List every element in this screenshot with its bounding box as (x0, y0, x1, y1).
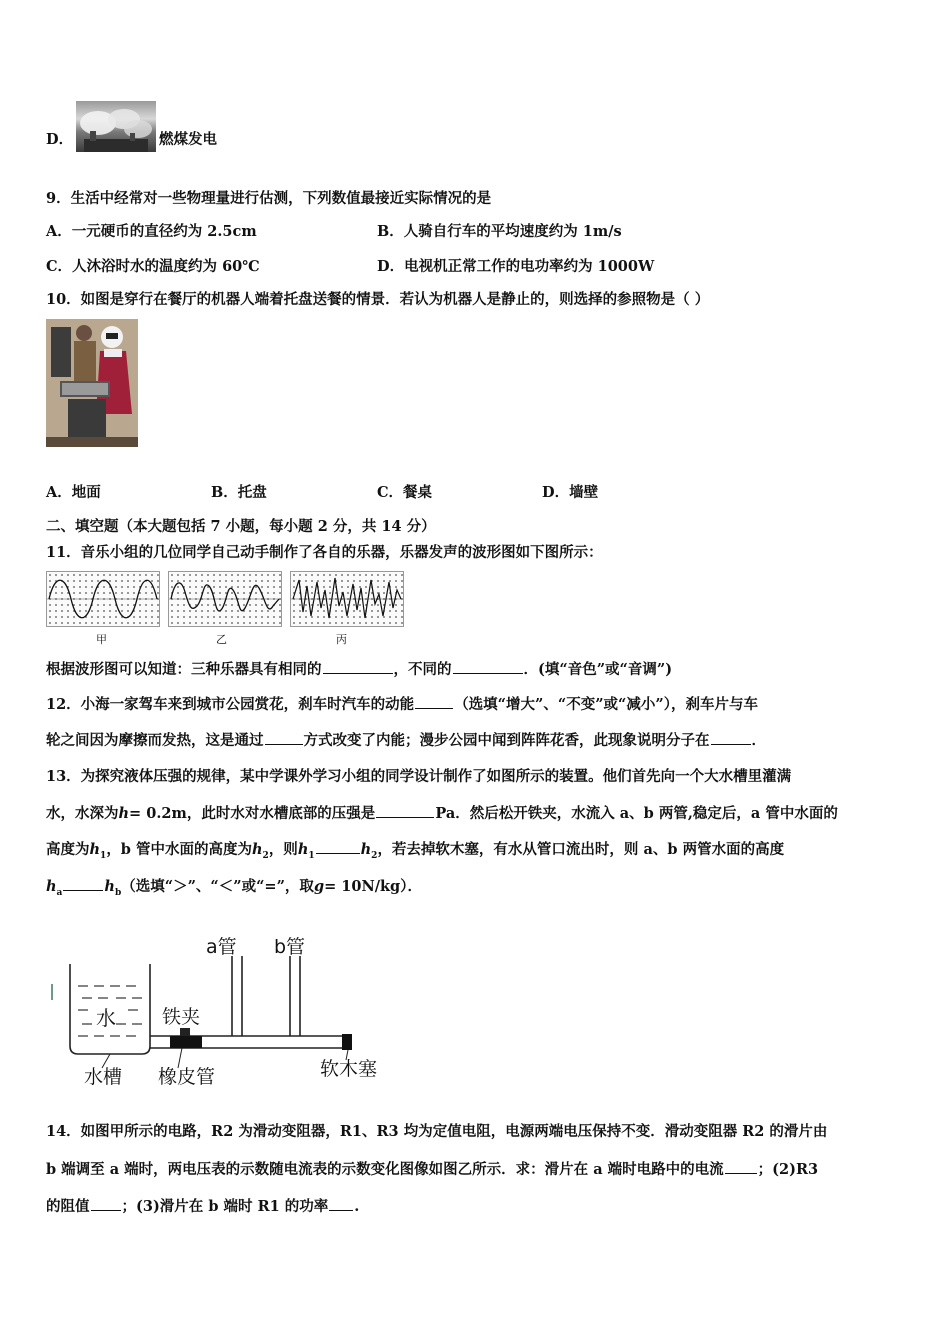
q11-blank-1[interactable] (323, 659, 393, 674)
diagram-label-tank: 水槽 (84, 1066, 123, 1088)
section-heading: 二、填空题（本大题包括 7 小题，每小题 2 分，共 14 分） (46, 518, 436, 535)
q13-line-4: $h_a$ $h_b$（选填“＞”、“＜”或“=”，取g= 10N/kg）． (46, 878, 422, 898)
q13-line-2: 水，水深为h= 0.2m，此时水对水槽底部的压强是 Pa．然后松开铁夹，水流入 a、b 两管,稳定后，a 管中水面的 (46, 805, 838, 822)
diagram-label-clamp: 铁夹 (162, 1006, 201, 1028)
diagram-label-b-tube: b管 (274, 936, 306, 958)
q13-blank-pressure[interactable] (376, 803, 434, 818)
q14-blank-2[interactable] (91, 1196, 121, 1211)
diagram-label-cork: 软木塞 (320, 1058, 378, 1080)
q14-blank-3[interactable] (329, 1196, 353, 1211)
q9-stem: 9．生活中经常对一些物理量进行估测，下列数值最接近实际情况的是 (46, 190, 492, 207)
q13-line-1: 13．为探究液体压强的规律，某中学课外学习小组的同学设计制作了如图所示的装置。他们首先向一个大水槽里灌满 (46, 768, 792, 785)
q14-line-2: b 端调至 a 端时，两电压表的示数随电流表的示数变化图像如图乙所示．求：滑片在 a 端时电路中的电流 ；(2)R3 (46, 1161, 819, 1178)
water-tank-diagram (46, 928, 406, 1088)
q8-option-d-letter: D． (46, 131, 74, 148)
q12-blank-2[interactable] (265, 730, 303, 745)
q10-option-b: B．托盘 (211, 484, 267, 501)
q12-line-1: 12．小海一家驾车来到城市公园赏花，刹车时汽车的动能 （选填“增大”、“不变”或“减小”），刹车片与车 (46, 696, 758, 713)
coal-power-photo (76, 101, 156, 152)
q10-stem: 10．如图是穿行在餐厅的机器人端着托盘送餐的情景．若认为机器人是静止的，则选择的参照物是（ ） (46, 291, 710, 308)
diagram-label-water: 水 (96, 1002, 116, 1031)
waveform-label-bing: 丙 (336, 633, 347, 646)
waveform-label-jia: 甲 (96, 633, 107, 646)
q10-option-d: D．墙壁 (542, 484, 599, 501)
q9-option-c: C．人沐浴时水的温度约为 60℃ (46, 258, 260, 275)
q13-line-3: 高度为$h_1$，b 管中水面的高度为$h_2$，则$h_1$ $h_2$，若去掉软木塞，有水从管口流出时，则 a、b 两管水面的高度 (46, 841, 785, 861)
robot-waiter-photo (46, 319, 138, 447)
q12-blank-1[interactable] (415, 694, 453, 709)
q10-option-a: A．地面 (46, 484, 101, 501)
q14-line-3: 的阻值 ；(3)滑片在 b 端时 R1 的功率 . (46, 1198, 360, 1215)
q12-line-2: 轮之间因为摩擦而发热，这是通过 方式改变了内能；漫步公园中闻到阵阵花香，此现象说明分子在 ． (46, 732, 766, 749)
waveform-yi (168, 571, 282, 627)
q14-blank-1[interactable] (725, 1159, 757, 1174)
waveform-jia (46, 571, 160, 627)
diagram-label-a-tube: a管 (206, 936, 237, 958)
q13-blank-hahb[interactable] (63, 876, 103, 891)
q14-line-1: 14．如图甲所示的电路，R2 为滑动变阻器，R1、R3 均为定值电阻，电源两端电压保持不变．滑动变阻器 R2 的滑片由 (46, 1123, 828, 1140)
waveform-bing (290, 571, 404, 627)
q10-option-c: C．餐桌 (377, 484, 433, 501)
q9-option-b: B．人骑自行车的平均速度约为 1m/s (377, 223, 622, 240)
q9-option-a: A．一元硬币的直径约为 2.5cm (46, 223, 257, 240)
diagram-label-rubber-tube: 橡皮管 (158, 1066, 216, 1088)
q11-blank-2[interactable] (453, 659, 523, 674)
q12-blank-3[interactable] (711, 730, 751, 745)
q11-answer-line: 根据波形图可以知道：三种乐器具有相同的 ，不同的 ．(填“音色”或“音调”) (46, 661, 673, 678)
q11-stem: 11．音乐小组的几位同学自己动手制作了各自的乐器，乐器发声的波形图如下图所示： (46, 544, 603, 561)
waveform-label-yi: 乙 (216, 633, 227, 646)
q13-blank-h1h2[interactable] (316, 839, 360, 854)
q8-option-d-text: 燃煤发电 (159, 131, 217, 148)
q9-option-d: D．电视机正常工作的电功率约为 1000W (377, 258, 655, 275)
